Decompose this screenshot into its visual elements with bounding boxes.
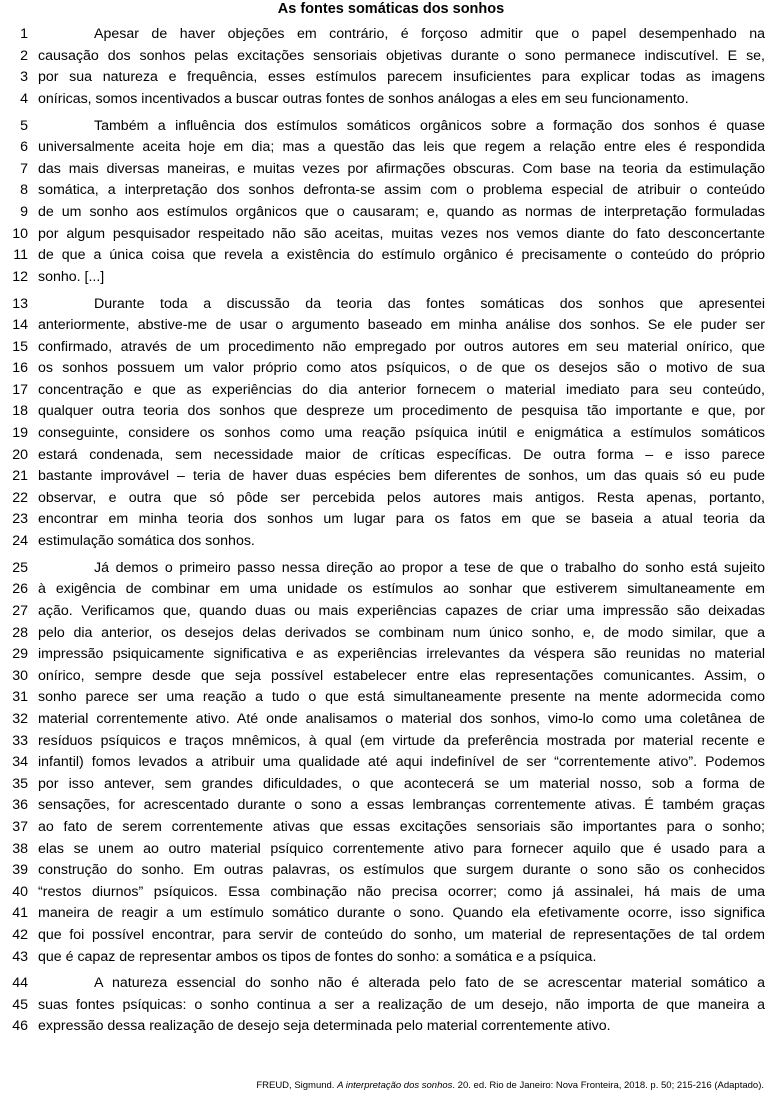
text-line — [0, 731, 782, 753]
text-line — [0, 644, 782, 666]
text-line — [0, 294, 782, 316]
line-text: ação. Verificamos que, quando duas ou mais experiências capazes de criar uma impressão são deixadas — [38, 603, 765, 619]
line-text: por isso antever, sem grandes dificuldades, o que acontecerá se um material nosso, sob a forma de — [38, 775, 765, 792]
line-text: conseguinte, considere os sonhos como uma reação psíquica inútil e enigmática a estímulos somáticos — [38, 425, 765, 442]
line-number: 35 — [12, 775, 28, 792]
line-text: que foi possível encontrar, para servir de conteúdo do sonho, um material de representações de tal ordem — [38, 926, 765, 943]
line-number: 32 — [12, 710, 28, 727]
line-text: maneira de reagir a um estímulo somático durante o sono. Quando ela efetivamente ocorre, isso significa — [38, 905, 765, 922]
line-number: 27 — [12, 603, 28, 619]
line-text: Já demos o primeiro passo nessa direção ao propor a tese de que o trabalho do sonho está sujeito — [94, 559, 765, 576]
paragraph — [0, 558, 782, 968]
line-text: elas se unem ao outro material psíquico correntemente ativo para fornecer aquilo que é usado para a — [38, 840, 765, 857]
line-number: 5 — [20, 117, 28, 134]
text-line — [0, 839, 782, 861]
text-line — [0, 666, 782, 688]
text-line — [0, 558, 782, 580]
text-line — [0, 687, 782, 709]
line-text: de que a única coisa que revela a existência do estímulo orgânico é precisamente o conteúdo do próprio — [38, 247, 765, 264]
line-text: encontrar em minha teoria dos sonhos um lugar para os fatos em que se baseia a atual teoria da — [38, 511, 765, 528]
line-text: oníricas, somos incentivados a buscar outras fontes de sonhos análogas a eles em seu funcionamento. — [38, 90, 689, 107]
line-number: 26 — [12, 581, 28, 598]
line-number: 17 — [12, 381, 28, 398]
text-line — [0, 46, 782, 68]
line-number: 9 — [20, 203, 28, 220]
text-line — [0, 89, 782, 111]
line-text: “restos diurnos” psíquicos. Essa combinação não precisa ocorrer; como já assinalei, há mais de uma — [38, 883, 765, 900]
line-text: de um sonho aos estímulos orgânicos que o causaram; e, quando as normas de interpretação formuladas — [38, 203, 765, 220]
line-text: estará condenada, sem necessidade maior de críticas específicas. De outra forma – e isso parece — [38, 446, 765, 463]
source-work-title: A interpretação dos sonhos — [337, 1080, 453, 1091]
text-line — [0, 973, 782, 995]
line-text: observar, e outra que só pôde ser percebida pelos autores mais antigos. Resta apenas, portanto, — [38, 489, 765, 506]
line-number: 29 — [12, 646, 28, 663]
line-text: bastante improvável – teria de haver duas espécies bem diferentes de sonhos, um das quais só eu pude — [38, 468, 765, 485]
text-line — [0, 882, 782, 904]
text-line — [0, 601, 782, 623]
line-number: 18 — [12, 403, 28, 420]
line-text: à exigência de combinar em uma unidade os estímulos ao sonhar que estiverem simultaneamente em — [38, 581, 765, 598]
text-line — [0, 709, 782, 731]
line-text: confirmado, através de um procedimento não empregado por outros autores em seu material onírico, que — [38, 338, 765, 355]
text-line — [0, 623, 782, 645]
line-number: 36 — [12, 797, 28, 814]
line-text: pelo dia anterior, os desejos delas derivados se combinam num único sonho, e, de modo similar, que a — [38, 624, 765, 641]
line-number: 7 — [20, 160, 28, 177]
line-text: estimulação somática dos sonhos. — [38, 533, 255, 550]
paragraph — [0, 973, 782, 1038]
text-line — [0, 925, 782, 947]
line-number: 21 — [12, 468, 28, 485]
text-line — [0, 488, 782, 510]
line-text: causação dos sonhos pelas excitações sensoriais objetivas durante o sono permanece indiscutível. E se, — [38, 47, 765, 64]
line-number: 13 — [12, 295, 28, 312]
text-line — [0, 423, 782, 445]
line-number: 33 — [12, 732, 28, 749]
line-text: universalmente aceita hoje em dia; mas a questão das leis que regem a relação entre eles é respondida — [38, 139, 765, 156]
line-number: 34 — [12, 754, 28, 771]
text-line — [0, 774, 782, 796]
text-line — [0, 245, 782, 267]
line-number: 39 — [12, 862, 28, 879]
line-number: 10 — [12, 225, 28, 242]
text-line — [0, 202, 782, 224]
line-number: 3 — [20, 69, 28, 86]
line-number: 25 — [12, 559, 28, 576]
text-line — [0, 24, 782, 46]
text-line — [0, 137, 782, 159]
line-text: sonho. [...] — [38, 268, 105, 285]
line-number: 42 — [12, 926, 28, 943]
line-number: 37 — [12, 818, 28, 835]
line-text: infantil) fomos levados a atribuir uma qualidade até aqui indefinível de ser “correntemente ativo”. Podemos — [38, 754, 765, 771]
source-citation — [256, 1080, 764, 1092]
line-text: Durante toda a discussão da teoria das fontes somáticas dos sonhos que apresentei — [94, 295, 765, 312]
text-line — [0, 752, 782, 774]
line-text: impressão psiquicamente significativa e as experiências irrelevantes da véspera são reunidas no material — [38, 646, 765, 663]
line-number: 15 — [12, 338, 28, 355]
line-number: 4 — [20, 90, 28, 107]
line-number: 1 — [20, 26, 28, 42]
text-line — [0, 466, 782, 488]
line-text: os sonhos possuem um valor próprio como atos psíquicos, o de que os desejos são o motivo de sua — [38, 360, 765, 377]
line-number: 43 — [12, 948, 28, 965]
text-line — [0, 180, 782, 202]
line-text: A natureza essencial do sonho não é alterada pelo fato de se acrescentar material somático a — [94, 975, 765, 992]
line-text: material correntemente ativo. Até onde analisamos o material dos sonhos, vimo-lo como uma coletânea de — [38, 710, 765, 727]
line-number: 24 — [12, 533, 28, 550]
text-line — [0, 817, 782, 839]
line-number: 2 — [20, 47, 28, 64]
text-line — [0, 995, 782, 1017]
line-number: 22 — [12, 489, 28, 506]
line-text: suas fontes psíquicas: o sonho continua a ser a realização de um desejo, não importa de que maneira a — [38, 996, 765, 1013]
text-line — [0, 315, 782, 337]
text-line — [0, 224, 782, 246]
line-text: das mais diversas maneiras, e muitas vezes por afirmações obscuras. Com base na teoria da estimulação — [38, 160, 765, 177]
line-text: resíduos psíquicos e traços mnêmicos, à qual (em virtude da preferência mostrada por material recente e — [38, 732, 765, 749]
line-number: 19 — [12, 425, 28, 442]
paragraph — [0, 116, 782, 289]
line-number: 28 — [12, 624, 28, 641]
line-number: 6 — [20, 139, 28, 156]
paragraph — [0, 24, 782, 110]
text-line — [0, 903, 782, 925]
line-number: 46 — [12, 1018, 28, 1035]
text-line — [0, 358, 782, 380]
text-line — [0, 67, 782, 89]
line-number: 40 — [12, 883, 28, 900]
text-line — [0, 947, 782, 969]
line-number: 44 — [12, 975, 28, 992]
text-line — [0, 531, 782, 553]
source-prefix: FREUD, Sigmund. — [256, 1080, 338, 1091]
text-line — [0, 445, 782, 467]
line-text: sonho parece ser uma reação a tudo o que está simultaneamente presente na mente adormecida como — [38, 689, 765, 706]
text-line — [0, 795, 782, 817]
line-text: sensações, for acrescentado durante o sono a essas lembranças correntemente ativas. É também graças — [38, 797, 765, 814]
line-text: Apesar de haver objeções em contrário, é forçoso admitir que o papel desempenhado na — [94, 26, 765, 42]
line-number: 12 — [12, 268, 28, 285]
text-line — [0, 509, 782, 531]
text-line — [0, 579, 782, 601]
text-line — [0, 380, 782, 402]
line-text: ao fato de serem correntemente ativas que essas excitações sensoriais são importantes para o sonho; — [38, 818, 765, 835]
line-text: anteriormente, abstive-me de usar o argumento baseado em minha análise dos sonhos. Se ele puder ser — [38, 317, 765, 334]
paragraph — [0, 294, 782, 553]
line-number: 45 — [12, 996, 28, 1013]
line-number: 31 — [12, 689, 28, 706]
line-number: 30 — [12, 667, 28, 684]
line-number: 14 — [12, 317, 28, 334]
line-text: que é capaz de representar ambos os tipos de fontes do sonho: a somática e a psíquica. — [38, 948, 597, 965]
line-number: 23 — [12, 511, 28, 528]
line-text: por algum pesquisador respeitado não são aceitas, muitas vezes nos vemos diante do fato desconcertante — [38, 225, 765, 242]
text-line — [0, 267, 782, 289]
text-line — [0, 860, 782, 882]
line-text: Também a influência dos estímulos somáticos orgânicos sobre a formação dos sonhos é quase — [94, 117, 765, 134]
line-text: construção do sonho. Em outras palavras, os estímulos que surgem durante o sono são os conhecidos — [38, 862, 765, 879]
line-number: 20 — [12, 446, 28, 463]
source-suffix: . 20. ed. Rio de Janeiro: Nova Fronteira, 2018. p. 50; 215-216 (Adaptado). — [452, 1080, 764, 1091]
line-text: onírico, sempre desde que seja possível estabelecer entre elas representações comunicantes. Assim, o — [38, 667, 765, 684]
text-line — [0, 337, 782, 359]
text-line — [0, 1016, 782, 1038]
line-number: 8 — [20, 182, 28, 199]
line-text: expressão dessa realização de desejo seja determinada pelo material correntemente ativo. — [38, 1018, 611, 1035]
text-line — [0, 116, 782, 138]
document-body — [0, 24, 782, 1043]
document-title: As fontes somáticas dos sonhos — [277, 1, 505, 17]
line-number: 38 — [12, 840, 28, 857]
line-number: 41 — [12, 905, 28, 922]
line-text: por sua natureza e frequência, esses estímulos parecem insuficientes para explicar todas as imagens — [38, 69, 765, 86]
line-number: 11 — [13, 247, 28, 264]
text-line — [0, 159, 782, 181]
text-line — [0, 401, 782, 423]
line-text: concentração e que as experiências do dia anterior fornecem o material imediato para seu conteúdo, — [38, 381, 765, 398]
line-text: somática, a interpretação dos sonhos defronta-se assim com o problema especial de atribuir o conteúdo — [38, 182, 765, 199]
line-text: qualquer outra teoria dos sonhos que despreze um procedimento de pesquisa tão importante e que, por — [38, 403, 765, 420]
line-number: 16 — [12, 360, 28, 377]
